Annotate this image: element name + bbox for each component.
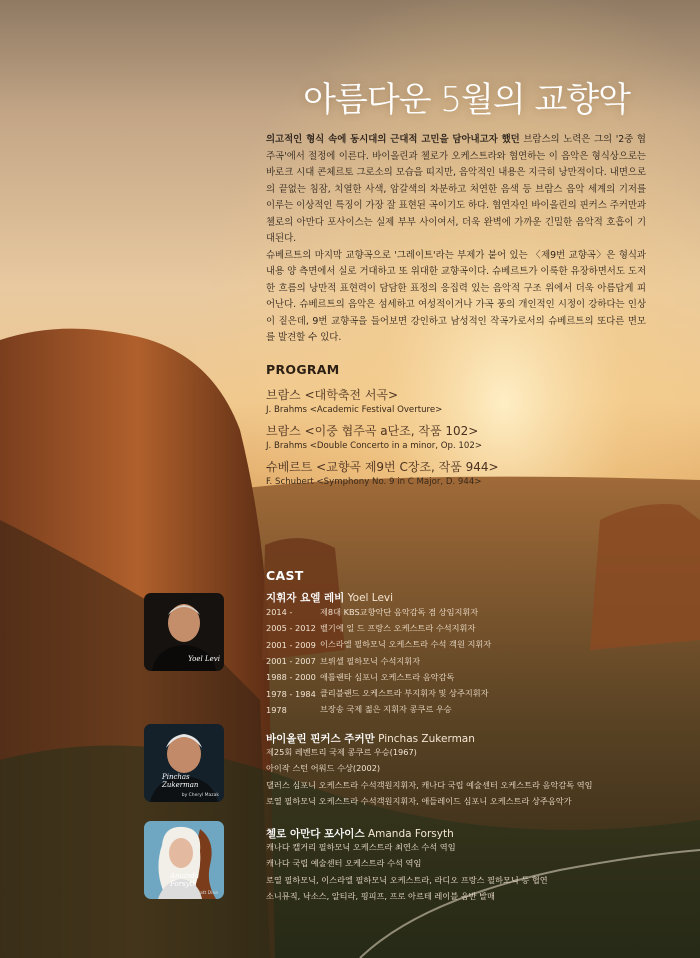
violinist-career xyxy=(266,744,593,809)
career-text: 브장송 국제 젊은 지휘자 콩쿠르 우승 xyxy=(320,704,452,715)
intro-lead: 의고적인 형식 속에 동시대의 근대적 고민을 담아내고자 했던 xyxy=(266,134,520,145)
photo-caption: Amanda Forsyth xyxy=(170,872,200,888)
career-line: 로열 필하모닉 오케스트라 수석객원지휘자, 애들레이드 심포니 오케스트라 상주음악가 xyxy=(266,795,572,806)
cellist-name-ko: 첼로 아만다 포사이스 xyxy=(266,828,365,840)
intro-paragraph-1 xyxy=(266,132,646,248)
program-title-en: J. Brahms <Academic Festival Overture> xyxy=(266,405,443,415)
photo-caption: Pinchas Zukerman xyxy=(162,773,199,789)
career-line: 캐나다 캘거리 필하모닉 오케스트라 최연소 수석 역임 xyxy=(266,842,456,852)
career-line: 제25회 레벤트리 국제 콩쿠르 우승(1967) xyxy=(266,747,417,757)
career-line: 로열 필하모닉, 이스라엘 필하모닉 오케스트라, 라디오 프랑스 필하모닉 등 협연 xyxy=(266,874,548,885)
cellist-photo xyxy=(144,821,224,899)
program-title-ko: 브람스 <대학축전 서곡> xyxy=(266,388,399,402)
career-year: 1988 - 2000 xyxy=(266,672,316,683)
career-row xyxy=(266,620,491,636)
program-title-en: F. Schubert <Symphony No. 9 in C Major, D. 944> xyxy=(266,477,482,487)
career-year: 2005 - 2012 xyxy=(266,623,316,634)
program-title-ko: 브람스 <이중 협주곡 a단조, 작품 102> xyxy=(266,424,479,438)
conductor-photo xyxy=(144,593,224,671)
intro-paragraph-2: 슈베르트의 마지막 교향곡으로 '그레이트'라는 부제가 붙어 있는 〈제9번 교향곡〉은 형식과 내용 양 측면에서 실로 거대하고 또 위대한 교향곡이다. 슈베르트가 이룩한 유장하면서도 도저한 흐름의 낭만적 표현력이 담담한 표정의 응집력 있는 음악적 구조 위에서 더욱 아름답게 피어난다. 슈베르트의 음악은 섬세하고 여성적이거나 가곡 풍의 개인적인 시정이 강하다는 인상이 짙은데, 9번 교향곡을 들어보면 강인하고 남성적인 작곡가로서의 슈베르트의 또다른 면모를 발견할 수 있다. xyxy=(266,249,646,343)
career-year: 2001 - 2009 xyxy=(266,639,316,650)
program-title-ko: 슈베르트 <교향곡 제9번 C장조, 작품 944> xyxy=(266,460,499,474)
cellist-career xyxy=(266,839,548,904)
violinist-name-ko: 바이올린 핀커스 주커만 xyxy=(266,733,375,745)
intro-paragraph-1-body: 브람스의 노력은 그의 '2중 협주곡'에서 절정에 이른다. 바이올린과 첼로가 오케스트라와 협연하는 이 음악은 형식상으로는 바로크 시대 콘체르토 그로소의 모습을 띠지만, 음악적인 내용은 지극히 낭만적이다. 내면으로의 끝없는 침잠, 치열한 사색, 암갈색의 차분하고 처연한 음색 등 브람스 음악 세계의 기저를 이루는 이상적인 특징이 가장 잘 표현된 곡이기도 하다. 협연자인 바이올린의 핀커스 주커만과 첼로의 아만다 포사이스는 실제 부부 사이여서, 더욱 완벽에 가까운 긴밀한 음악적 호흡이 기대된다. xyxy=(266,134,646,244)
career-line: 소니뮤직, 낙소스, 알티라, 핑피프, 프로 아르테 레이블 음반 발매 xyxy=(266,890,495,901)
career-row xyxy=(266,702,491,718)
career-line: 아이작 스턴 어워드 수상(2002) xyxy=(266,763,381,774)
career-text: 제8대 KBS교향악단 음악감독 겸 상임지휘자 xyxy=(320,606,479,617)
program-title-en: J. Brahms <Double Concerto in a minor, Op. 102> xyxy=(266,441,483,451)
career-year: 2001 - 2007 xyxy=(266,656,316,667)
program-list xyxy=(266,385,666,494)
career-text: 벨기에 일 드 프랑스 오케스트라 수석지휘자 xyxy=(320,622,476,633)
career-row xyxy=(266,685,491,701)
career-line: 캐나다 국립 예술센터 오케스트라 수석 역임 xyxy=(266,858,422,869)
page-title: 아름다운 5월의 교향악 xyxy=(303,80,630,120)
career-year: 2014 - xyxy=(266,607,293,618)
career-row xyxy=(266,604,491,620)
career-text: 이스라엘 필하모닉 오케스트라 수석 객원 지휘자 xyxy=(320,639,492,650)
career-year: 1978 xyxy=(266,704,287,715)
career-text: 클리블랜드 오케스트라 부지휘자 및 상주지휘자 xyxy=(320,688,489,699)
violinist-photo xyxy=(144,724,224,802)
conductor-career xyxy=(266,604,491,718)
photo-caption: Yoel Levi xyxy=(188,655,220,663)
violinist-name-en: Pinchas Zukerman xyxy=(374,733,475,745)
photo-credit: by Matt Dine xyxy=(189,891,218,896)
conductor-name-en: Yoel Levi xyxy=(344,592,394,604)
career-row xyxy=(266,653,491,669)
career-row xyxy=(266,637,491,653)
conductor-name xyxy=(266,590,393,605)
portrait-icon xyxy=(144,724,224,802)
career-line: 댈러스 심포니 오케스트라 수석객원지휘자, 캐나다 국립 예술센터 오케스트라 음악감독 역임 xyxy=(266,779,593,790)
career-year: 1978 - 1984 xyxy=(266,688,316,699)
photo-credit: by Cheryl Mazak xyxy=(181,793,219,798)
conductor-name-ko: 지휘자 요엘 레비 xyxy=(266,592,345,604)
program-item xyxy=(266,458,666,487)
program-heading: PROGRAM xyxy=(266,362,340,377)
cellist-name-en: Amanda Forsyth xyxy=(364,828,454,840)
career-text: 애틀랜타 심포니 오케스트라 음악감독 xyxy=(320,671,455,682)
intro-text xyxy=(266,132,646,347)
program-item xyxy=(266,422,666,451)
career-text: 브뤼셀 필하모닉 수석지휘자 xyxy=(320,655,421,666)
career-row xyxy=(266,669,491,685)
program-item xyxy=(266,386,666,415)
cast-heading: CAST xyxy=(266,568,304,583)
